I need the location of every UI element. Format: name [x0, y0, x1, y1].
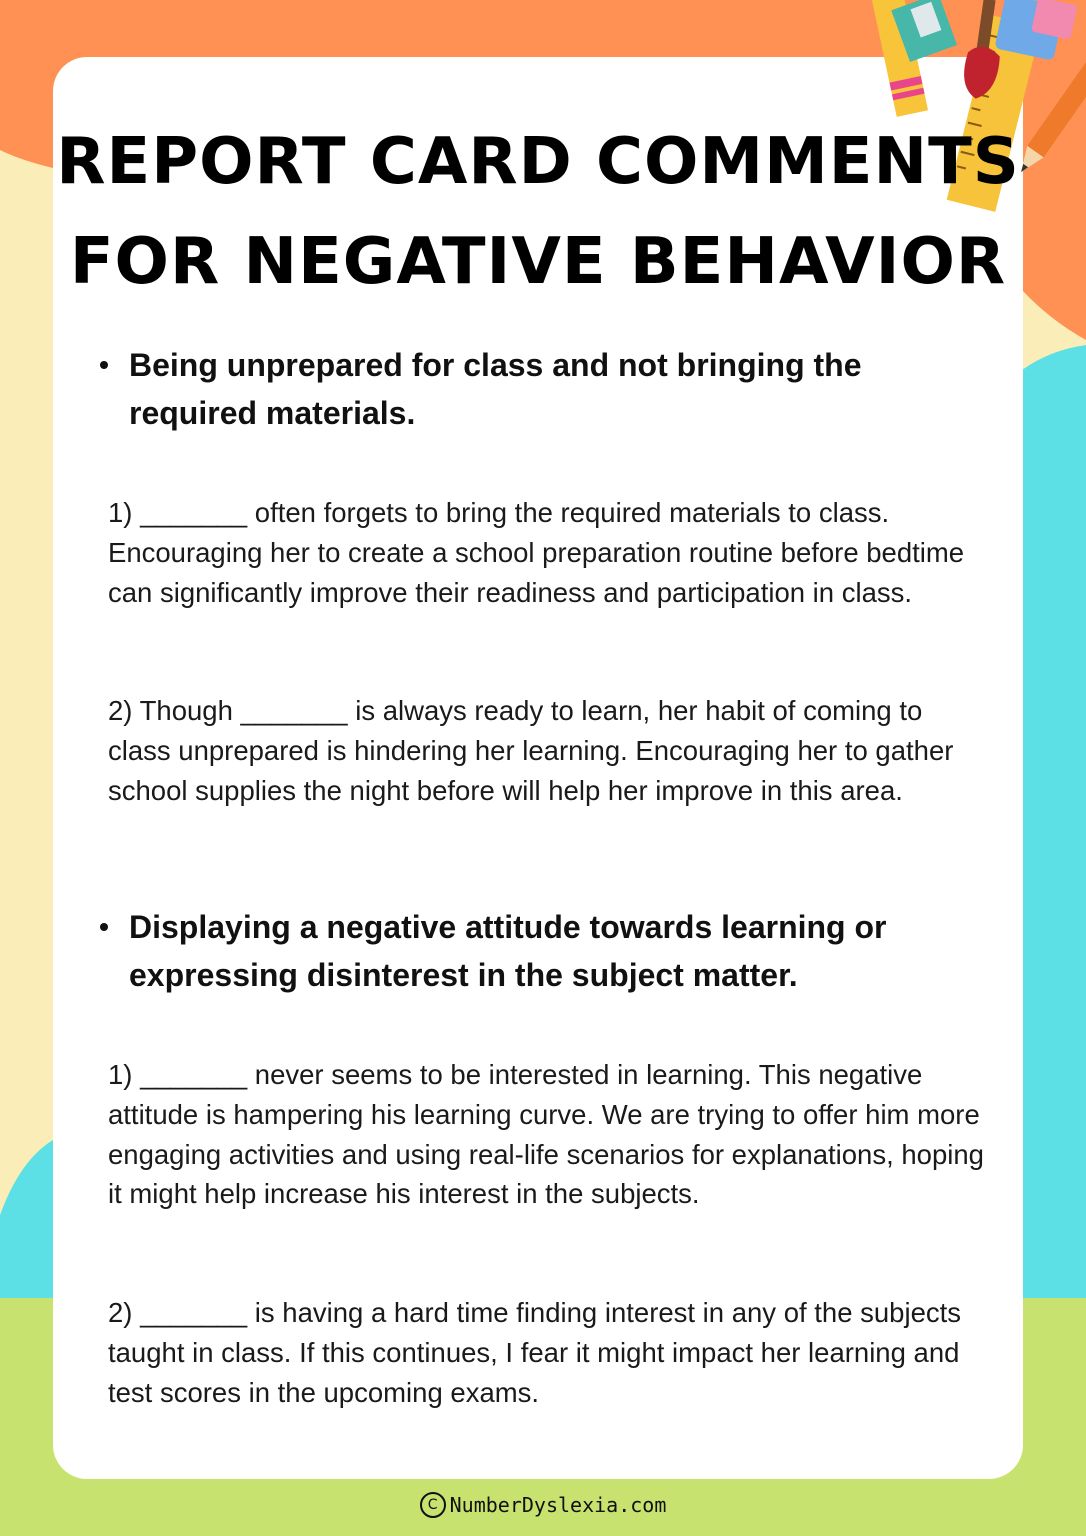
- title-line-1: REPORT CARD COMMENTS: [56, 125, 1020, 199]
- comment-paragraph: 1) _______ often forgets to bring the required materials to class. Encouraging her to create a school preparation routine before bedtime can significantly improve their readiness and participation in class.: [108, 497, 965, 608]
- section-heading-text: Being unprepared for class and not bringing the required materials.: [129, 347, 862, 431]
- comment-paragraph: 1) _______ never seems to be interested in learning. This negative attitude is hampering his learning curve. We are trying to offer him more engaging activities and using real-life scenarios for explanations, hoping it might help increase his interest in the subjects.: [108, 1059, 984, 1210]
- footer-site-name: NumberDyslexia.com: [449, 1493, 667, 1517]
- bullet-icon: [100, 923, 108, 931]
- comment-paragraph: 2) _______ is having a hard time finding interest in any of the subjects taught in class. If this continues, I fear it might impact her learning and test scores in the upcoming exams.: [108, 1297, 962, 1408]
- comment-paragraph: 2) Though _______ is always ready to learn, her habit of coming to class unprepared is hindering her learning. Encouraging her to gather school supplies the night before will help her improve in this area.: [108, 695, 954, 806]
- section-heading-unprepared: [100, 341, 970, 437]
- title-line-2: FOR NEGATIVE BEHAVIOR: [69, 225, 1007, 299]
- section-heading-text: Displaying a negative attitude towards learning or expressing disinterest in the subject matter.: [129, 909, 887, 993]
- page-title: [53, 112, 1023, 312]
- footer-credit: [0, 1488, 1086, 1522]
- bullet-icon: [100, 361, 108, 369]
- copyright-icon: C: [420, 1492, 446, 1518]
- section-heading-negative-attitude: [100, 903, 970, 999]
